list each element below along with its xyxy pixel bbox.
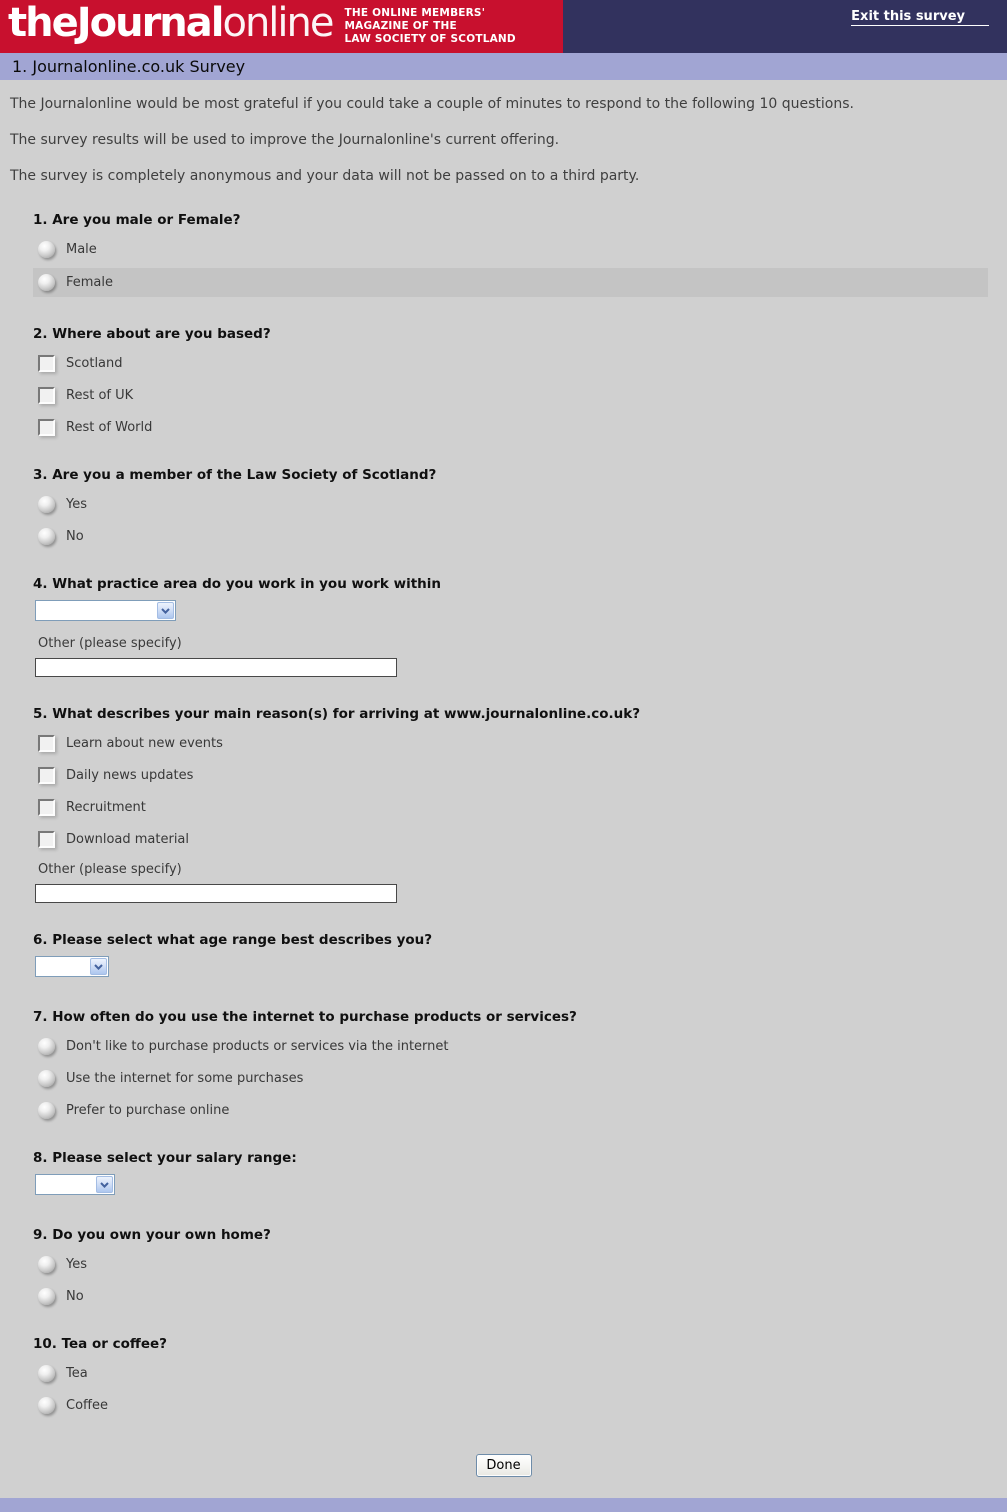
- question-5-title: 5. What describes your main reason(s) for arriving at www.journalonline.co.uk?: [33, 706, 641, 722]
- brand-block: [0, 0, 563, 53]
- option-label: Yes: [66, 1256, 87, 1272]
- option-label: No: [66, 1288, 84, 1304]
- intro-paragraph: The Journalonline would be most grateful if you could take a couple of minutes to respond to the following 10 questions.: [10, 96, 854, 112]
- option-label: Female: [66, 275, 114, 290]
- dropdown-selected-value: [36, 957, 89, 976]
- option-row: [33, 1285, 1007, 1307]
- other-specify-label: Other (please specify): [38, 636, 182, 651]
- chevron-down-icon: [100, 1182, 109, 1188]
- question-7-title: 7. How often do you use the internet to purchase products or services?: [33, 1009, 577, 1025]
- option-label: Recruitment: [66, 799, 146, 815]
- option-label: Prefer to purchase online: [66, 1102, 230, 1118]
- question-10-title: 10. Tea or coffee?: [33, 1336, 167, 1352]
- journal-online-logo: [0, 0, 333, 57]
- question-6-title: 6. Please select what age range best describes you?: [33, 932, 433, 948]
- submit-area: [0, 1454, 1007, 1477]
- age-range-dropdown[interactable]: [35, 956, 109, 977]
- footer-bar: [0, 1498, 1007, 1512]
- option-row: [33, 384, 1007, 406]
- logo-journal: Journal: [76, 0, 223, 46]
- checkbox-rest-of-uk[interactable]: [38, 387, 55, 404]
- logo-online: online: [222, 0, 333, 46]
- option-label: Rest of World: [66, 419, 153, 435]
- option-label: Scotland: [66, 355, 123, 371]
- question-1: [33, 212, 1007, 297]
- option-row: [33, 238, 1007, 260]
- question-7: [33, 1009, 1007, 1121]
- option-label: Download material: [66, 831, 190, 847]
- radio-button-male[interactable]: [38, 241, 55, 258]
- option-row: [33, 1099, 1007, 1121]
- logo-the: the: [8, 0, 77, 46]
- question-10: [33, 1336, 1007, 1416]
- option-label: No: [66, 528, 84, 544]
- other-specify-label: Other (please specify): [38, 862, 182, 877]
- dropdown-arrow-button[interactable]: [96, 1176, 113, 1193]
- tagline: [345, 7, 516, 46]
- intro-paragraph: The survey results will be used to improve the Journalonline's current offering.: [10, 132, 560, 148]
- radio-button-member-yes[interactable]: [38, 496, 55, 513]
- option-row: [33, 416, 1007, 438]
- survey-title-bar: [0, 53, 1007, 80]
- question-4-title: 4. What practice area do you work in you work within: [33, 576, 442, 592]
- question-9-title: 9. Do you own your own home?: [33, 1227, 271, 1243]
- radio-button-tea[interactable]: [38, 1365, 55, 1382]
- checkbox-rest-of-world[interactable]: [38, 419, 55, 436]
- question-3-title: 3. Are you a member of the Law Society of Scotland?: [33, 467, 437, 483]
- done-button[interactable]: Done: [476, 1454, 532, 1477]
- option-label: Daily news updates: [66, 767, 194, 783]
- checkbox-download-material[interactable]: [38, 831, 55, 848]
- arrival-reason-other-input[interactable]: [35, 884, 397, 903]
- practice-area-other-input[interactable]: [35, 658, 397, 677]
- checkbox-learn-about-new-events[interactable]: [38, 735, 55, 752]
- checkbox-recruitment[interactable]: [38, 799, 55, 816]
- chevron-down-icon: [94, 964, 103, 970]
- option-label: Rest of UK: [66, 387, 134, 403]
- option-row: [33, 828, 1007, 850]
- option-row: [33, 352, 1007, 374]
- option-row: [33, 764, 1007, 786]
- radio-button-coffee[interactable]: [38, 1397, 55, 1414]
- option-label: Tea: [66, 1365, 88, 1381]
- option-row: [33, 1362, 1007, 1384]
- option-label: Learn about new events: [66, 735, 223, 751]
- question-5: [33, 706, 1007, 903]
- radio-button-own-home-yes[interactable]: [38, 1256, 55, 1273]
- intro-paragraph: The survey is completely anonymous and your data will not be passed on to a third party.: [10, 168, 640, 184]
- question-2-title: 2. Where about are you based?: [33, 326, 271, 342]
- question-1-title: 1. Are you male or Female?: [33, 212, 241, 228]
- dropdown-selected-value: [36, 601, 156, 620]
- salary-range-dropdown[interactable]: [35, 1174, 115, 1195]
- radio-button-member-no[interactable]: [38, 528, 55, 545]
- survey-page-title: 1. Journalonline.co.uk Survey: [12, 57, 246, 76]
- option-row-highlighted[interactable]: [33, 268, 988, 297]
- option-row: [33, 732, 1007, 754]
- radio-button-female[interactable]: [38, 274, 55, 291]
- option-label: Yes: [66, 496, 87, 512]
- dropdown-arrow-button[interactable]: [157, 602, 174, 619]
- tagline-line-3: LAW SOCIETY OF SCOTLAND: [344, 33, 516, 45]
- dropdown-arrow-button[interactable]: [90, 958, 107, 975]
- practice-area-dropdown[interactable]: [35, 600, 176, 621]
- radio-button-prefer-online[interactable]: [38, 1102, 55, 1119]
- option-row: [33, 493, 1007, 515]
- option-row: [33, 525, 1007, 547]
- question-4: [33, 576, 1007, 677]
- survey-intro: [0, 80, 1007, 187]
- option-row: [33, 1035, 1007, 1057]
- question-8-title: 8. Please select your salary range:: [33, 1150, 297, 1166]
- checkbox-scotland[interactable]: [38, 355, 55, 372]
- option-label: Use the internet for some purchases: [66, 1070, 304, 1086]
- exit-survey-link[interactable]: Exit this survey: [851, 9, 989, 26]
- option-label: Male: [66, 241, 97, 257]
- question-9: [33, 1227, 1007, 1307]
- chevron-down-icon: [161, 608, 170, 614]
- option-label: Coffee: [66, 1397, 108, 1413]
- radio-button-own-home-no[interactable]: [38, 1288, 55, 1305]
- question-2: [33, 326, 1007, 438]
- option-label: Don't like to purchase products or services via the internet: [66, 1038, 449, 1054]
- option-row: [33, 1067, 1007, 1089]
- radio-button-some-purchases[interactable]: [38, 1070, 55, 1087]
- question-6: [33, 932, 1007, 980]
- tagline-line-2: MAGAZINE OF THE: [344, 20, 457, 32]
- header-right-area: [563, 0, 1007, 53]
- option-row: [33, 1253, 1007, 1275]
- dropdown-selected-value: [36, 1175, 95, 1194]
- question-8: [33, 1150, 1007, 1198]
- survey-form: [0, 212, 1007, 1416]
- checkbox-daily-news-updates[interactable]: [38, 767, 55, 784]
- option-row: [33, 796, 1007, 818]
- tagline-line-1: THE ONLINE MEMBERS': [344, 7, 486, 19]
- question-3: [33, 467, 1007, 547]
- radio-button-dont-like-online-purchase[interactable]: [38, 1038, 55, 1055]
- page-header: [0, 0, 1007, 53]
- option-row: [33, 1394, 1007, 1416]
